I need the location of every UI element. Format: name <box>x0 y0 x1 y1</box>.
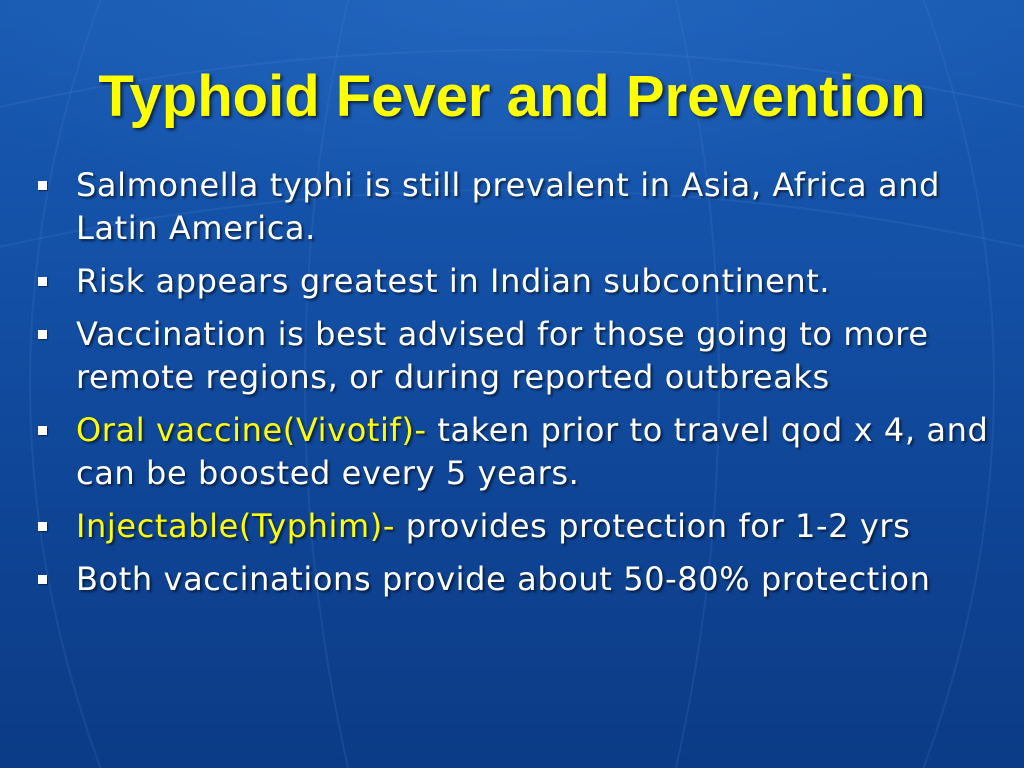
bullet-text: provides protection for 1-2 yrs <box>395 507 911 545</box>
bullet-item <box>0 313 1024 399</box>
bullet-highlight-injectable: Injectable(Typhim)- <box>76 507 396 545</box>
slide-title: Typhoid Fever and Prevention <box>98 64 926 129</box>
square-bullet-icon <box>38 522 47 531</box>
bullet-text: Risk appears greatest in Indian subcontinent. <box>76 262 831 300</box>
bullet-item <box>0 260 1024 303</box>
square-bullet-icon <box>38 277 47 286</box>
bullet-item <box>0 558 1024 601</box>
bullet-text: Vaccination is best advised for those going to more remote regions, or during reported outbreaks <box>76 315 929 396</box>
square-bullet-icon <box>38 426 47 435</box>
bullet-text: Salmonella typhi is still prevalent in Asia, Africa and Latin America. <box>76 166 940 247</box>
square-bullet-icon <box>38 575 47 584</box>
bullet-text: taken prior to travel qod x 4, and can be boosted every 5 years. <box>76 411 989 492</box>
bullet-list <box>0 164 1024 611</box>
bullet-highlight-oral-vaccine: Oral vaccine(Vivotif)- <box>76 411 427 449</box>
bullet-item <box>0 505 1024 548</box>
bullet-item <box>0 409 1024 495</box>
bullet-text: Both vaccinations provide about 50-80% protection <box>76 560 931 598</box>
square-bullet-icon <box>38 181 47 190</box>
square-bullet-icon <box>38 330 47 339</box>
bullet-item <box>0 164 1024 250</box>
